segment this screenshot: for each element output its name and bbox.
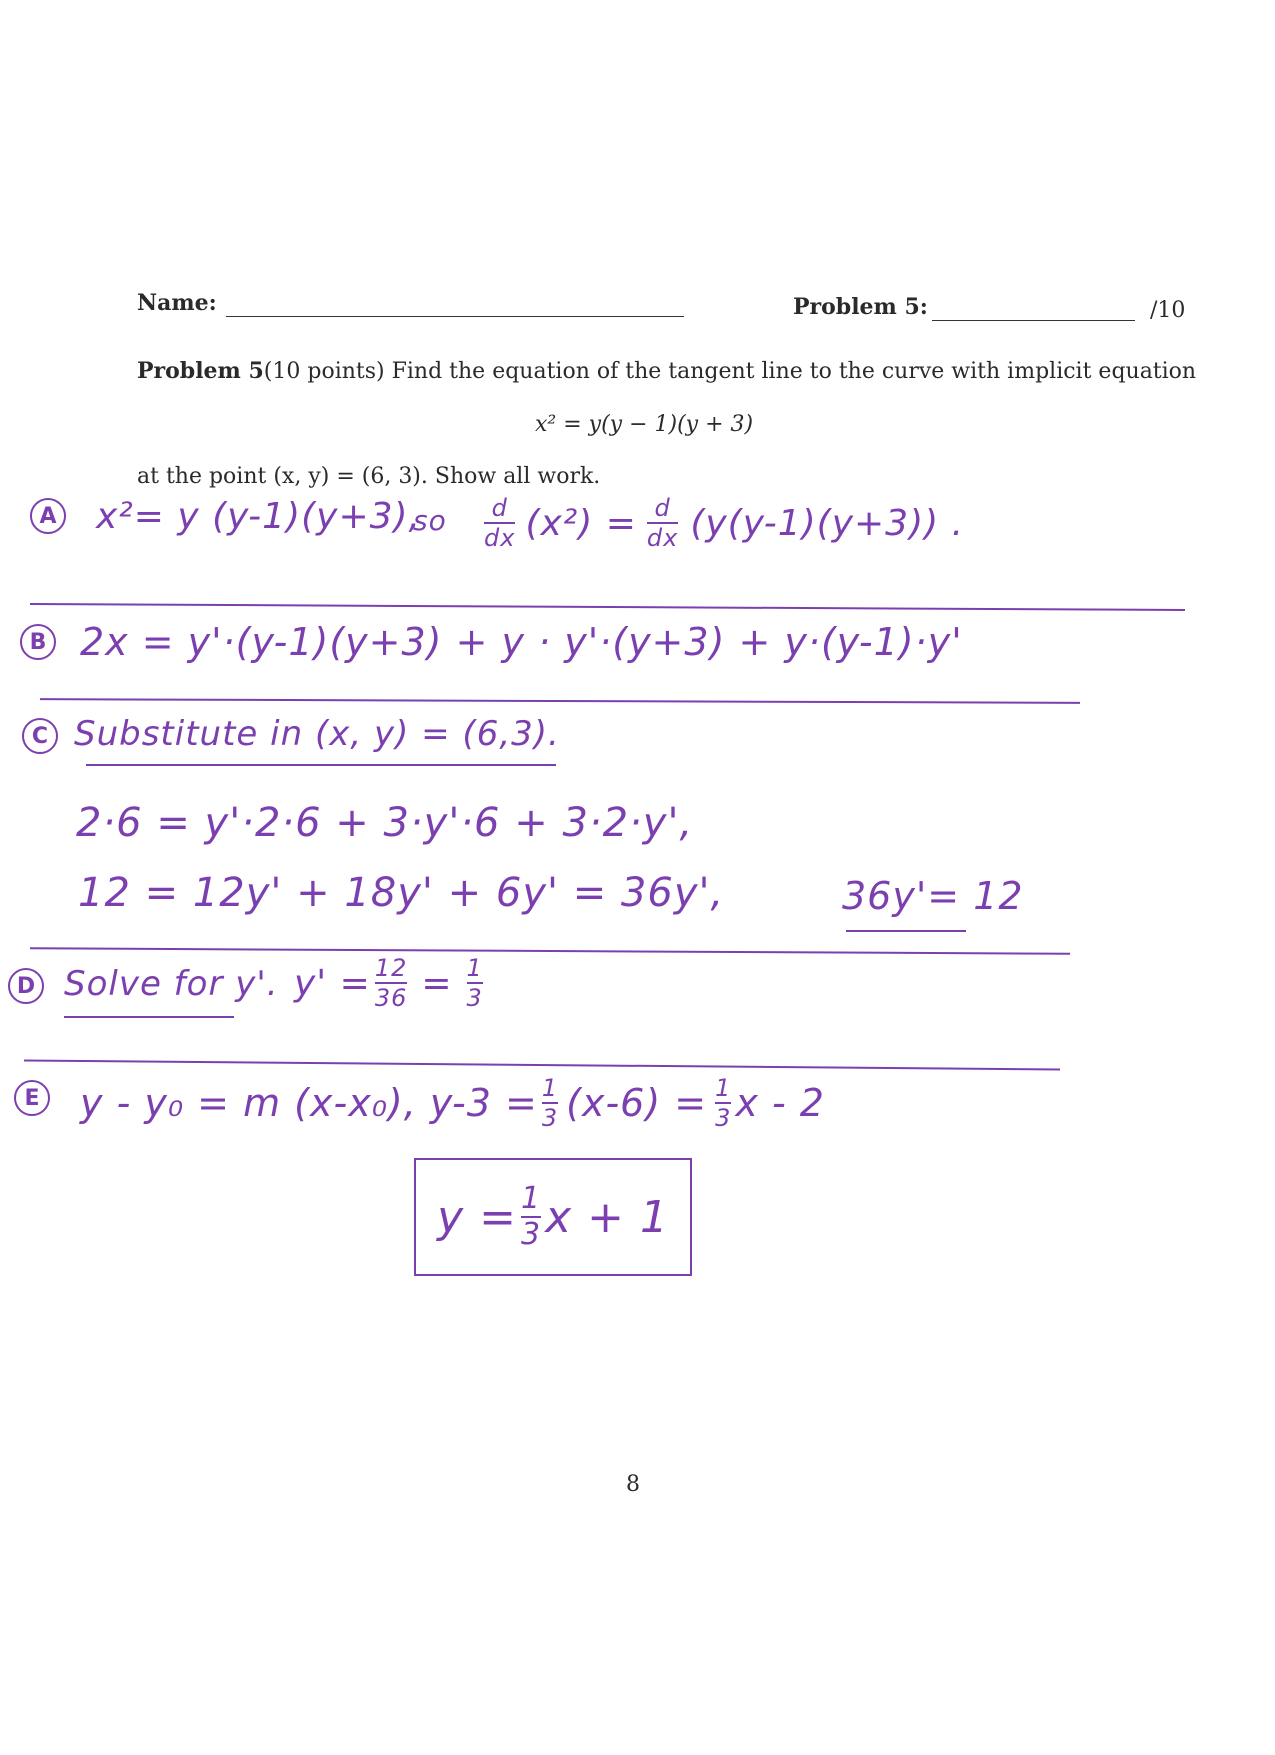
step-e-line [80,1076,825,1130]
answer-rhs: x + 1 [545,1191,669,1243]
step-c-line1: 2·6 = y'·2·6 + 3·y'·6 + 3·2·y', [76,800,694,846]
step-c-result-underline [846,930,966,932]
problem-points: (10 points) [263,359,385,384]
step-d-marker: D [8,968,44,1004]
step-a-derivative [480,496,964,550]
page-number: 8 [626,1472,640,1497]
name-label: Name: [137,290,217,316]
step-e-frac-2: $\frac{1}{3}$ [715,1074,732,1132]
step-d-label: Solve for y'. [64,964,279,1004]
step-e-frac-1: $\frac{1}{3}$ [541,1074,559,1132]
step-d-eq2: = [421,962,453,1004]
step-b-marker: B [20,624,56,660]
answer-lhs: y = [437,1191,517,1243]
d-dx-left: $\frac{d}{dx}$ [484,494,516,552]
problem-point-text: at the point (x, y) = (6, 3). Show all work. [137,464,601,489]
step-c-marker: C [22,718,58,754]
divider-3 [30,947,1070,954]
step-c-text: Substitute in (x, y) = (6,3). [74,714,560,754]
divider-1 [30,603,1185,611]
final-answer-box [414,1158,692,1276]
step-a-marker: A [30,498,66,534]
divider-2 [40,698,1080,704]
score-blank [932,320,1135,321]
answer-frac: $\frac{1}{3}$ [520,1181,542,1252]
divider-4 [24,1059,1060,1070]
step-e-text3: x - 2 [735,1081,825,1125]
step-a-lhs: (x²) = [525,502,637,544]
problem-title: Problem 5 [137,358,264,384]
d-dx-right: $\frac{d}{dx}$ [646,494,679,552]
step-e-text1: y - y₀ = m (x-x₀), y-3 = [80,1081,538,1125]
step-d-underline [64,1016,234,1018]
step-d-frac-1: $\frac{12}{36}$ [374,954,408,1012]
step-c-line2: 12 = 12y' + 18y' + 6y' = 36y', [78,870,725,916]
name-blank [226,316,684,317]
problem-prompt: Find the equation of the tangent line to the curve with implicit equation [391,359,1197,384]
problem-statement [137,358,1196,384]
problem-score-label: Problem 5: [793,294,928,320]
step-a-rhs: (y(y-1)(y+3)) . [690,502,965,544]
step-c-result: 36y'= 12 [842,874,1024,918]
step-b-text: 2x = y'·(y-1)(y+3) + y · y'·(y+3) + y·(y-1)·y' [80,620,963,664]
step-e-text2: (x-6) = [566,1081,708,1125]
step-d-eq: y' = [294,962,371,1004]
step-a-so: so [413,504,447,537]
step-e-marker: E [14,1080,50,1116]
step-c-underline [86,764,556,766]
step-a-text: x²= y (y-1)(y+3), [96,496,422,537]
score-total: /10 [1150,298,1186,323]
problem-equation: x² = y(y − 1)(y + 3) [535,412,754,437]
step-d-solution [294,956,487,1010]
step-d-frac-2: $\frac{1}{3}$ [466,954,483,1012]
